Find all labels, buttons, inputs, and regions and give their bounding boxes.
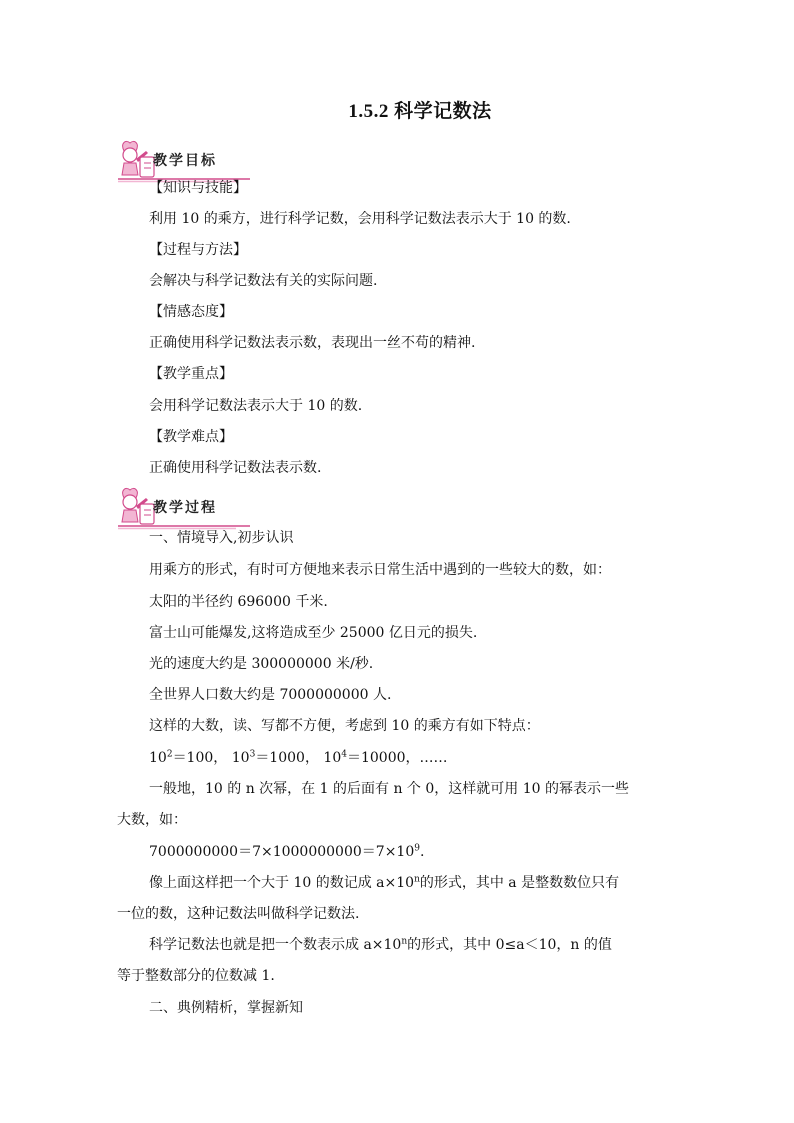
powers-of-ten-formula: $10^2=100$， $10^3=1000$， $10^4=10000$，…… [149,749,448,766]
difficult-heading: 【教学难点】 [149,429,233,445]
paragraph: 用乘方的形式，有时可方便地来表示日常生活中遇到的一些较大的数，如： [149,562,611,578]
knowledge-text: 利用 10 的乘方，进行科学记数，会用科学记数法表示大于 10 的数. [149,211,571,227]
example-population: 全世界人口数大约是 7000000000 人. [149,687,392,703]
summary-paragraph: 等于整数部分的位数减 1. [117,968,275,984]
definition-paragraph: 一位的数，这种记数法叫做科学记数法. [117,906,360,922]
examples-heading: 二、典例精析，掌握新知 [149,1000,303,1016]
section-header-process [116,484,252,530]
key-text: 会用科学记数法表示大于 10 的数. [149,398,363,414]
example-fuji: 富士山可能爆发,这将造成至少 25000 亿日元的损失. [149,625,478,641]
summary-paragraph: 科学记数法也就是把一个数表示成 $a\times 10^n$的形式，其中 0≤a＜10，n 的值 [149,936,612,953]
difficult-text: 正确使用科学记数法表示数. [149,460,322,476]
section-header-goals [116,137,252,183]
example-formula: $7000000000=7\times 1000000000=7\times 10^9$. [149,843,425,860]
attitude-text: 正确使用科学记数法表示数，表现出一丝不苟的精神. [149,335,476,351]
method-text: 会解决与科学记数法有关的实际问题. [149,273,378,289]
example-sun: 太阳的半径约 696000 千米. [149,594,328,610]
paragraph: 这样的大数，读、写都不方便，考虑到 10 的乘方有如下特点： [149,718,540,734]
page-title: 1.5.2 科学记数法 [348,101,492,122]
intro-heading: 一、情境导入,初步认识 [149,530,294,546]
section-label-process: 教学过程 [153,500,217,516]
key-heading: 【教学重点】 [149,366,233,382]
paragraph: 一般地，10 的 n 次幂，在 1 的后面有 n 个 0，这样就可用 10 的幂表示一些 [149,781,629,797]
example-light: 光的速度大约是 300000000 米/秒. [149,656,374,672]
attitude-heading: 【情感态度】 [149,304,233,320]
definition-paragraph: 像上面这样把一个大于 10 的数记成 $a\times 10^n$的形式，其中 a 是整数数位只有 [149,874,620,891]
knowledge-heading: 【知识与技能】 [149,180,247,196]
section-label-goals: 教学目标 [153,153,217,169]
method-heading: 【过程与方法】 [149,242,247,258]
paragraph: 大数，如： [117,812,187,828]
